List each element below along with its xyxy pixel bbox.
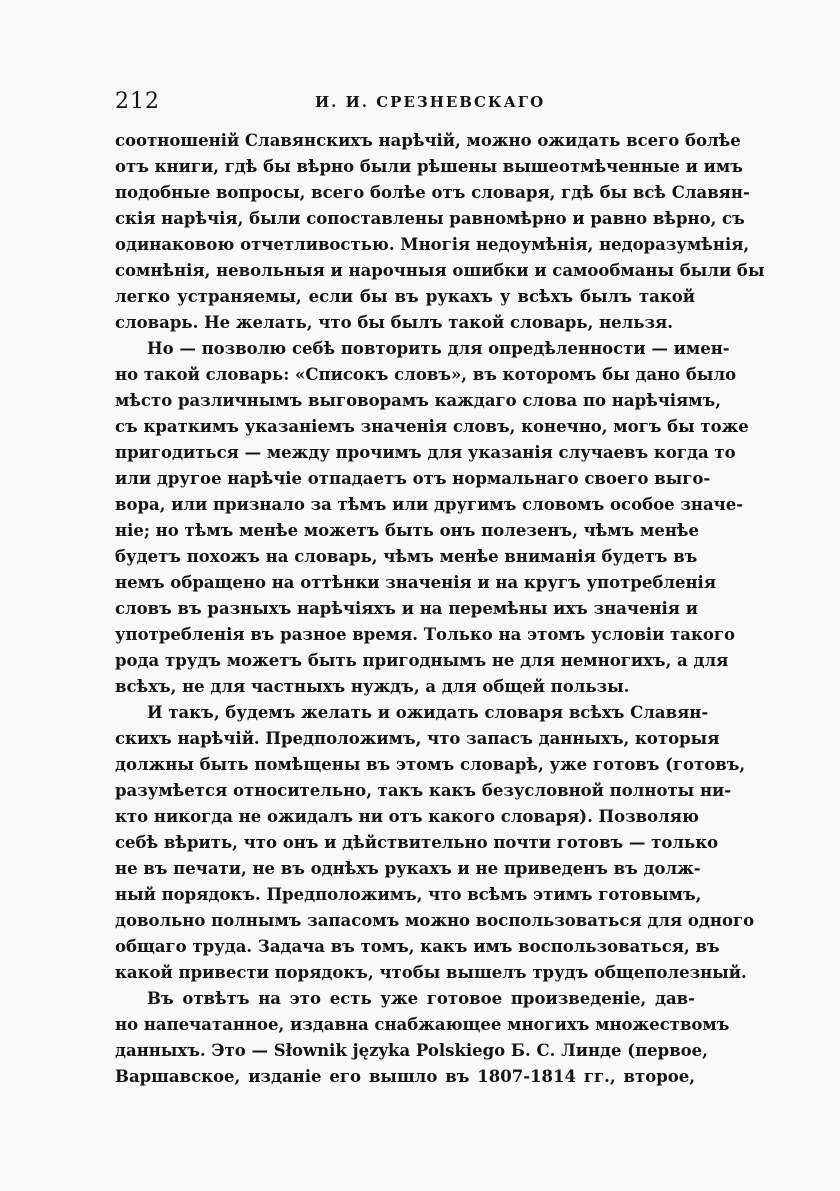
text-line: съ краткимъ указаніемъ значенія словъ, конечно, могъ бы тоже bbox=[115, 417, 749, 436]
text-line: или другое нарѣчіе отпадаетъ отъ нормальнаго своего выго- bbox=[115, 469, 711, 488]
text-line: подобные вопросы, всего болѣе отъ словаря, гдѣ бы всѣ Славян- bbox=[115, 183, 750, 202]
text-line: вора, или признало за тѣмъ или другимъ словомъ особое значе- bbox=[115, 495, 744, 514]
text-line: но напечатанное, издавна снабжающее многихъ множествомъ bbox=[115, 1015, 730, 1034]
text-line: ніе; но тѣмъ менѣе можетъ быть онъ полезенъ, чѣмъ менѣе bbox=[115, 521, 700, 540]
page-number: 212 bbox=[115, 89, 160, 114]
text-line: будетъ похожъ на словарь, чѣмъ менѣе вниманія будетъ въ bbox=[115, 547, 698, 566]
text-line: пригодиться — между прочимъ для указанія случаевъ когда то bbox=[115, 443, 736, 462]
text-line: скія нарѣчія, были сопоставлены равномѣрно и равно вѣрно, съ bbox=[115, 209, 745, 228]
text-line: немъ обращено на оттѣнки значенія и на кругъ употребленія bbox=[115, 573, 717, 592]
text-line: мѣсто различнымъ выговорамъ каждаго слова по нарѣчіямъ, bbox=[115, 391, 721, 410]
text-line: должны быть помѣщены въ этомъ словарѣ, уже готовъ (готовъ, bbox=[115, 755, 746, 774]
running-title: И. И. СРЕЗНЕВСКАГО bbox=[315, 93, 546, 111]
text-line: рода трудъ можетъ быть пригоднымъ не для немногихъ, а для bbox=[115, 651, 729, 670]
text-line: общаго труда. Задача въ томъ, какъ имъ воспользоваться, въ bbox=[115, 937, 720, 956]
text-line: легко устраняемы, если бы въ рукахъ у всѣхъ былъ такой bbox=[115, 287, 695, 306]
paragraph-start-line: И такъ, будемъ желать и ожидать словаря всѣхъ Славян- bbox=[147, 703, 709, 722]
text-line: но такой словарь: «Списокъ словъ», въ которомъ бы дано было bbox=[115, 365, 737, 384]
text-line: какой привести порядокъ, чтобы вышелъ трудъ общеполезный. bbox=[115, 963, 747, 982]
text-line: сомнѣнія, невольныя и нарочныя ошибки и самообманы были бы bbox=[115, 261, 765, 280]
text-line: словъ въ разныхъ нарѣчіяхъ и на перемѣны ихъ значенія и bbox=[115, 599, 698, 618]
paragraph-start-line: Въ отвѣтъ на это есть уже готовое произведеніе, дав- bbox=[147, 989, 695, 1008]
body-text bbox=[115, 128, 765, 1090]
text-line: всѣхъ, не для частныхъ нуждъ, а для общей пользы. bbox=[115, 677, 630, 696]
text-line: кто никогда не ожидалъ ни отъ какого словаря). Позволяю bbox=[115, 807, 699, 826]
text-line: употребленія въ разное время. Только на этомъ условіи такого bbox=[115, 625, 735, 644]
text-line: Варшавское, изданіе его вышло въ 1807-1814 гг., второе, bbox=[115, 1067, 695, 1086]
text-line: не въ печати, не въ однѣхъ рукахъ и не приведенъ въ долж- bbox=[115, 859, 701, 878]
text-line: скихъ нарѣчій. Предположимъ, что запасъ данныхъ, которыя bbox=[115, 729, 720, 748]
text-line: соотношеній Славянскихъ нарѣчій, можно ожидать всего болѣе bbox=[115, 131, 741, 150]
text-line: одинаковою отчетливостью. Многія недоумѣнія, недоразумѣнія, bbox=[115, 235, 750, 254]
text-line: ный порядокъ. Предположимъ, что всѣмъ этимъ готовымъ, bbox=[115, 885, 702, 904]
text-line: отъ книги, гдѣ бы вѣрно были рѣшены вышеотмѣченные и имъ bbox=[115, 157, 743, 176]
text-line: словарь. Не желать, что бы былъ такой словарь, нельзя. bbox=[115, 313, 673, 332]
paragraph-start-line: Но — позволю себѣ повторить для опредѣленности — имен- bbox=[147, 339, 730, 358]
text-line: довольно полнымъ запасомъ можно воспользоваться для одного bbox=[115, 911, 755, 930]
text-line: разумѣется относительно, такъ какъ безусловной полноты ни- bbox=[115, 781, 732, 800]
page-header bbox=[115, 86, 695, 118]
text-line: себѣ вѣрить, что онъ и дѣйствительно почти готовъ — только bbox=[115, 833, 719, 852]
text-line: данныхъ. Это — Słownik języka Polskiego Б. С. Линде (первое, bbox=[115, 1041, 708, 1060]
